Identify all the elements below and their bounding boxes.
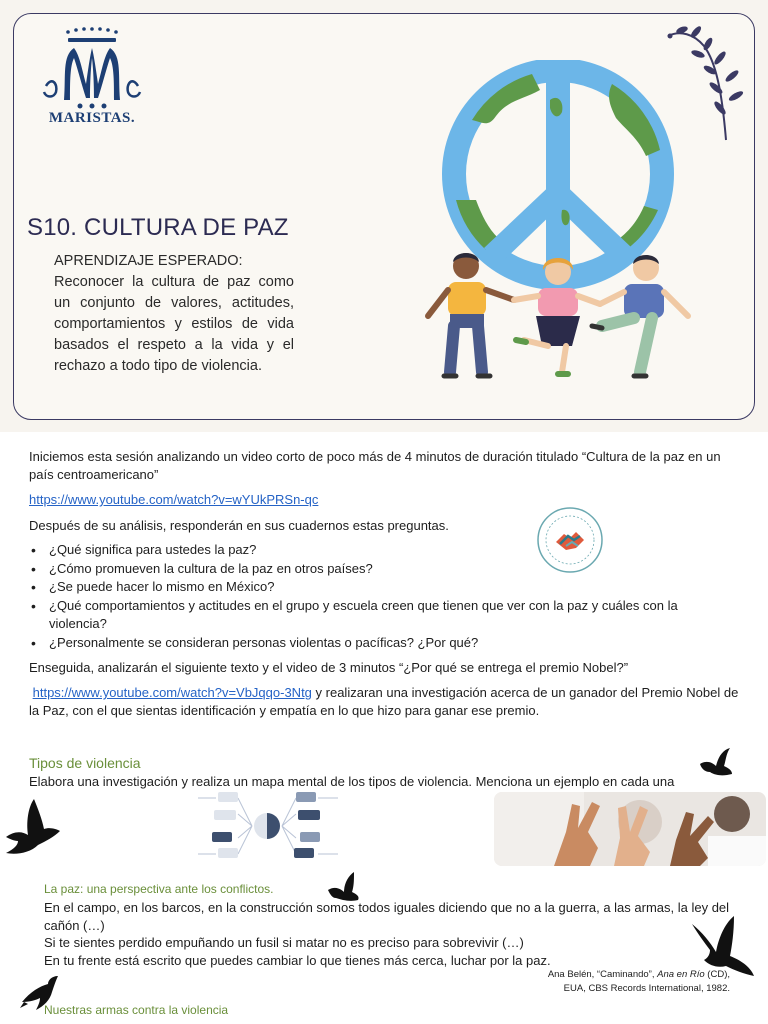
peace-perspective-heading: La paz: una perspectiva ante los conflictos. xyxy=(44,882,274,896)
olive-branch-icon xyxy=(660,22,750,144)
song-lyrics xyxy=(44,899,744,969)
dove-icon xyxy=(4,797,60,857)
learning-text: Reconocer la cultura de paz como un conjunto de valores, actitudes, comportamientos y estilos de vida basados el respeto a la vida y el rechazo a todo tipo de violencia. xyxy=(54,274,294,374)
questions-intro: Después de su análisis, responderán en sus cuadernos estas preguntas. xyxy=(29,518,449,533)
question-item: • ¿Qué significa para ustedes la paz? xyxy=(29,541,729,560)
maristas-monogram-icon xyxy=(36,26,148,110)
peace-hands-photo xyxy=(494,792,766,866)
lyric-line: En tu frente está escrito que puedes cambiar lo que tienes más cerca, luchar por la paz. xyxy=(44,952,551,968)
dove-icon xyxy=(698,746,734,780)
citation-publisher: EUA, CBS Records International, 1982. xyxy=(563,983,730,994)
maristas-logo xyxy=(36,26,148,130)
intro-text: Iniciemos esta sesión analizando un video corto de poco más de 4 minutos de duración titulado “Cultura de la paz en un país centroamericano” xyxy=(29,449,721,482)
logo-text: MARISTAS. xyxy=(48,110,136,126)
nobel-paragraph xyxy=(29,684,739,720)
mind-map-illustration xyxy=(192,788,342,864)
session-title: S10. CULTURA DE PAZ xyxy=(27,214,289,241)
questions-list xyxy=(29,541,729,652)
question-item: • ¿Qué comportamientos y actitudes en el grupo y escuela creen que tienen que ver con la paz y cuáles con la violencia? xyxy=(29,597,729,634)
question-item: • ¿Personalmente se consideran personas violentas o pacíficas? ¿Por qué? xyxy=(29,634,729,653)
lyric-line: Si te sientes perdido empuñando un fusil si matar no es preciso para sobrevivir (…) xyxy=(44,935,524,950)
video-link-1[interactable]: https://www.youtube.com/watch?v=wYUkPRSn-qc xyxy=(29,492,319,507)
lyric-line: En el campo, en los barcos, en la construcción somos todos iguales diciendo que no a la guerra, a las armas, la ley del cañón (…) xyxy=(44,900,730,933)
song-citation xyxy=(480,968,730,996)
nobel-instructions: y realizaran una investigación acerca de un ganador del Premio Nobel de la Paz, con el que sientas identificación y empatía en lo que hizo para ganar ese premio. xyxy=(29,685,739,718)
question-item: • ¿Cómo promueven la cultura de la paz en otros países? xyxy=(29,560,729,579)
peace-hands-image xyxy=(494,792,766,866)
olive-branch-illustration xyxy=(660,22,750,144)
nobel-text: Enseguida, analizarán el siguiente texto y el video de 3 minutos “¿Por qué se entrega el premio Nobel?” xyxy=(29,660,629,675)
citation-album: Ana en Río xyxy=(657,969,705,980)
violence-heading: Tipos de violencia xyxy=(29,755,141,771)
video-link-2[interactable]: https://www.youtube.com/watch?v=VbJqqo-3Ntg xyxy=(32,685,312,700)
mind-map-icon xyxy=(192,788,342,864)
citation-author: Ana Belén, “Caminando”, xyxy=(547,969,658,980)
question-item: • ¿Se puede hacer lo mismo en México? xyxy=(29,578,729,597)
citation-format: (CD), xyxy=(704,969,730,980)
violence-text: Elabora una investigación y realiza un mapa mental de los tipos de violencia. Menciona un ejemplo en cada una xyxy=(29,774,675,789)
weapons-heading: Nuestras armas contra la violencia xyxy=(44,1003,229,1017)
learning-label: APRENDIZAJE ESPERADO: xyxy=(54,253,243,269)
